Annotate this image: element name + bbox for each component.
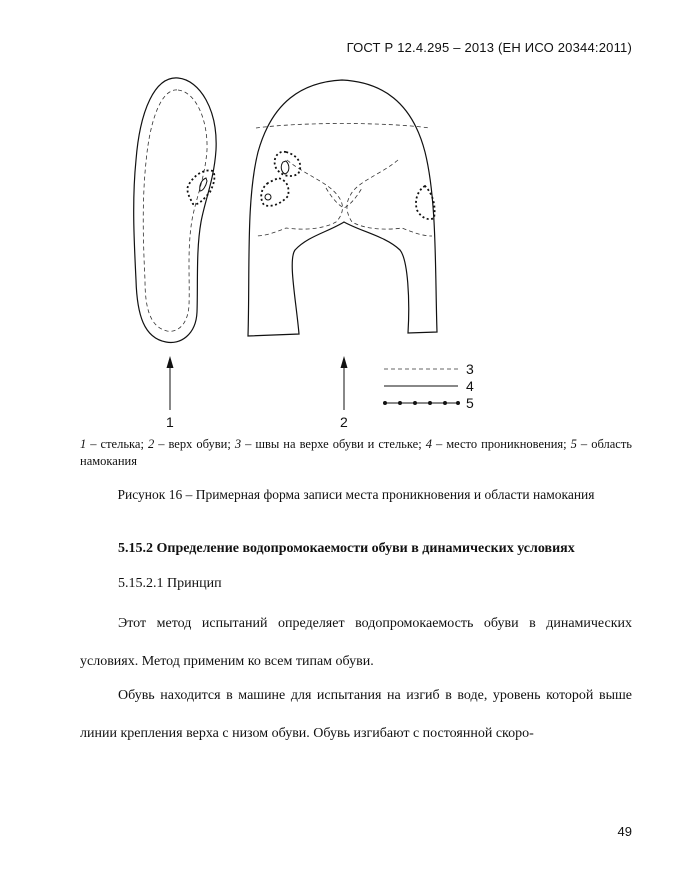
figure-title: Рисунок 16 – Примерная форма записи места проникновения и области намокания <box>117 487 595 502</box>
upper-seam-right <box>347 160 432 236</box>
legend-penetration-num: 4 <box>466 378 474 394</box>
section-heading: 5.15.2 Определение водопромокаемости обуви в динамических условиях <box>118 541 575 556</box>
body-paragraph-1: Этот метод испытаний определяет водопромокаемость обуви в динамических условиях. Метод применим ко всем типам обуви. <box>80 616 632 669</box>
page-number: 49 <box>617 824 632 839</box>
upper-seam-inner <box>326 188 362 208</box>
insole-wet-area <box>187 170 214 204</box>
legend-text-4: – место проникновения; <box>431 437 571 451</box>
legend-text-2: – верх обуви; <box>154 437 235 451</box>
legend-seam-num: 3 <box>466 361 474 377</box>
figure-legend <box>80 436 632 470</box>
upper-outline <box>248 80 437 336</box>
upper-seam-top <box>256 124 430 129</box>
legend-num-1: 1 <box>80 437 87 451</box>
arrow-insole-head <box>167 356 174 368</box>
legend-num-3: 3 <box>234 437 242 451</box>
upper-wet-area-left-bottom <box>261 178 288 206</box>
upper-penetration-point-small <box>265 194 271 200</box>
legend-text-3: – швы на верхе обуви и стельке; <box>241 437 426 451</box>
subsection-heading: 5.15.2.1 Принцип <box>118 576 222 591</box>
legend-text-1: – стелька; <box>86 437 148 451</box>
label-insole: 1 <box>166 414 174 430</box>
body-paragraph-2: Обувь находится в машине для испытания на изгиб в воде, уровень которой выше линии крепления верха с низом обуви. Обувь изгибают с постоянной скоро- <box>80 688 632 741</box>
legend-num-4: 4 <box>425 437 432 451</box>
legend-num-5: 5 <box>570 437 577 451</box>
legend-wet-num: 5 <box>466 395 474 411</box>
label-upper: 2 <box>340 414 348 430</box>
legend-text-5: – область намокания <box>80 437 632 468</box>
document-header: ГОСТ Р 12.4.295 – 2013 (ЕН ИСО 20344:2011) <box>346 40 632 55</box>
footwear-diagram <box>0 0 680 436</box>
insole-penetration-point <box>200 178 207 191</box>
arrow-upper-head <box>341 356 348 368</box>
insole-outline <box>134 78 216 343</box>
upper-penetration-point-left <box>281 161 289 174</box>
legend-num-2: 2 <box>147 437 155 451</box>
